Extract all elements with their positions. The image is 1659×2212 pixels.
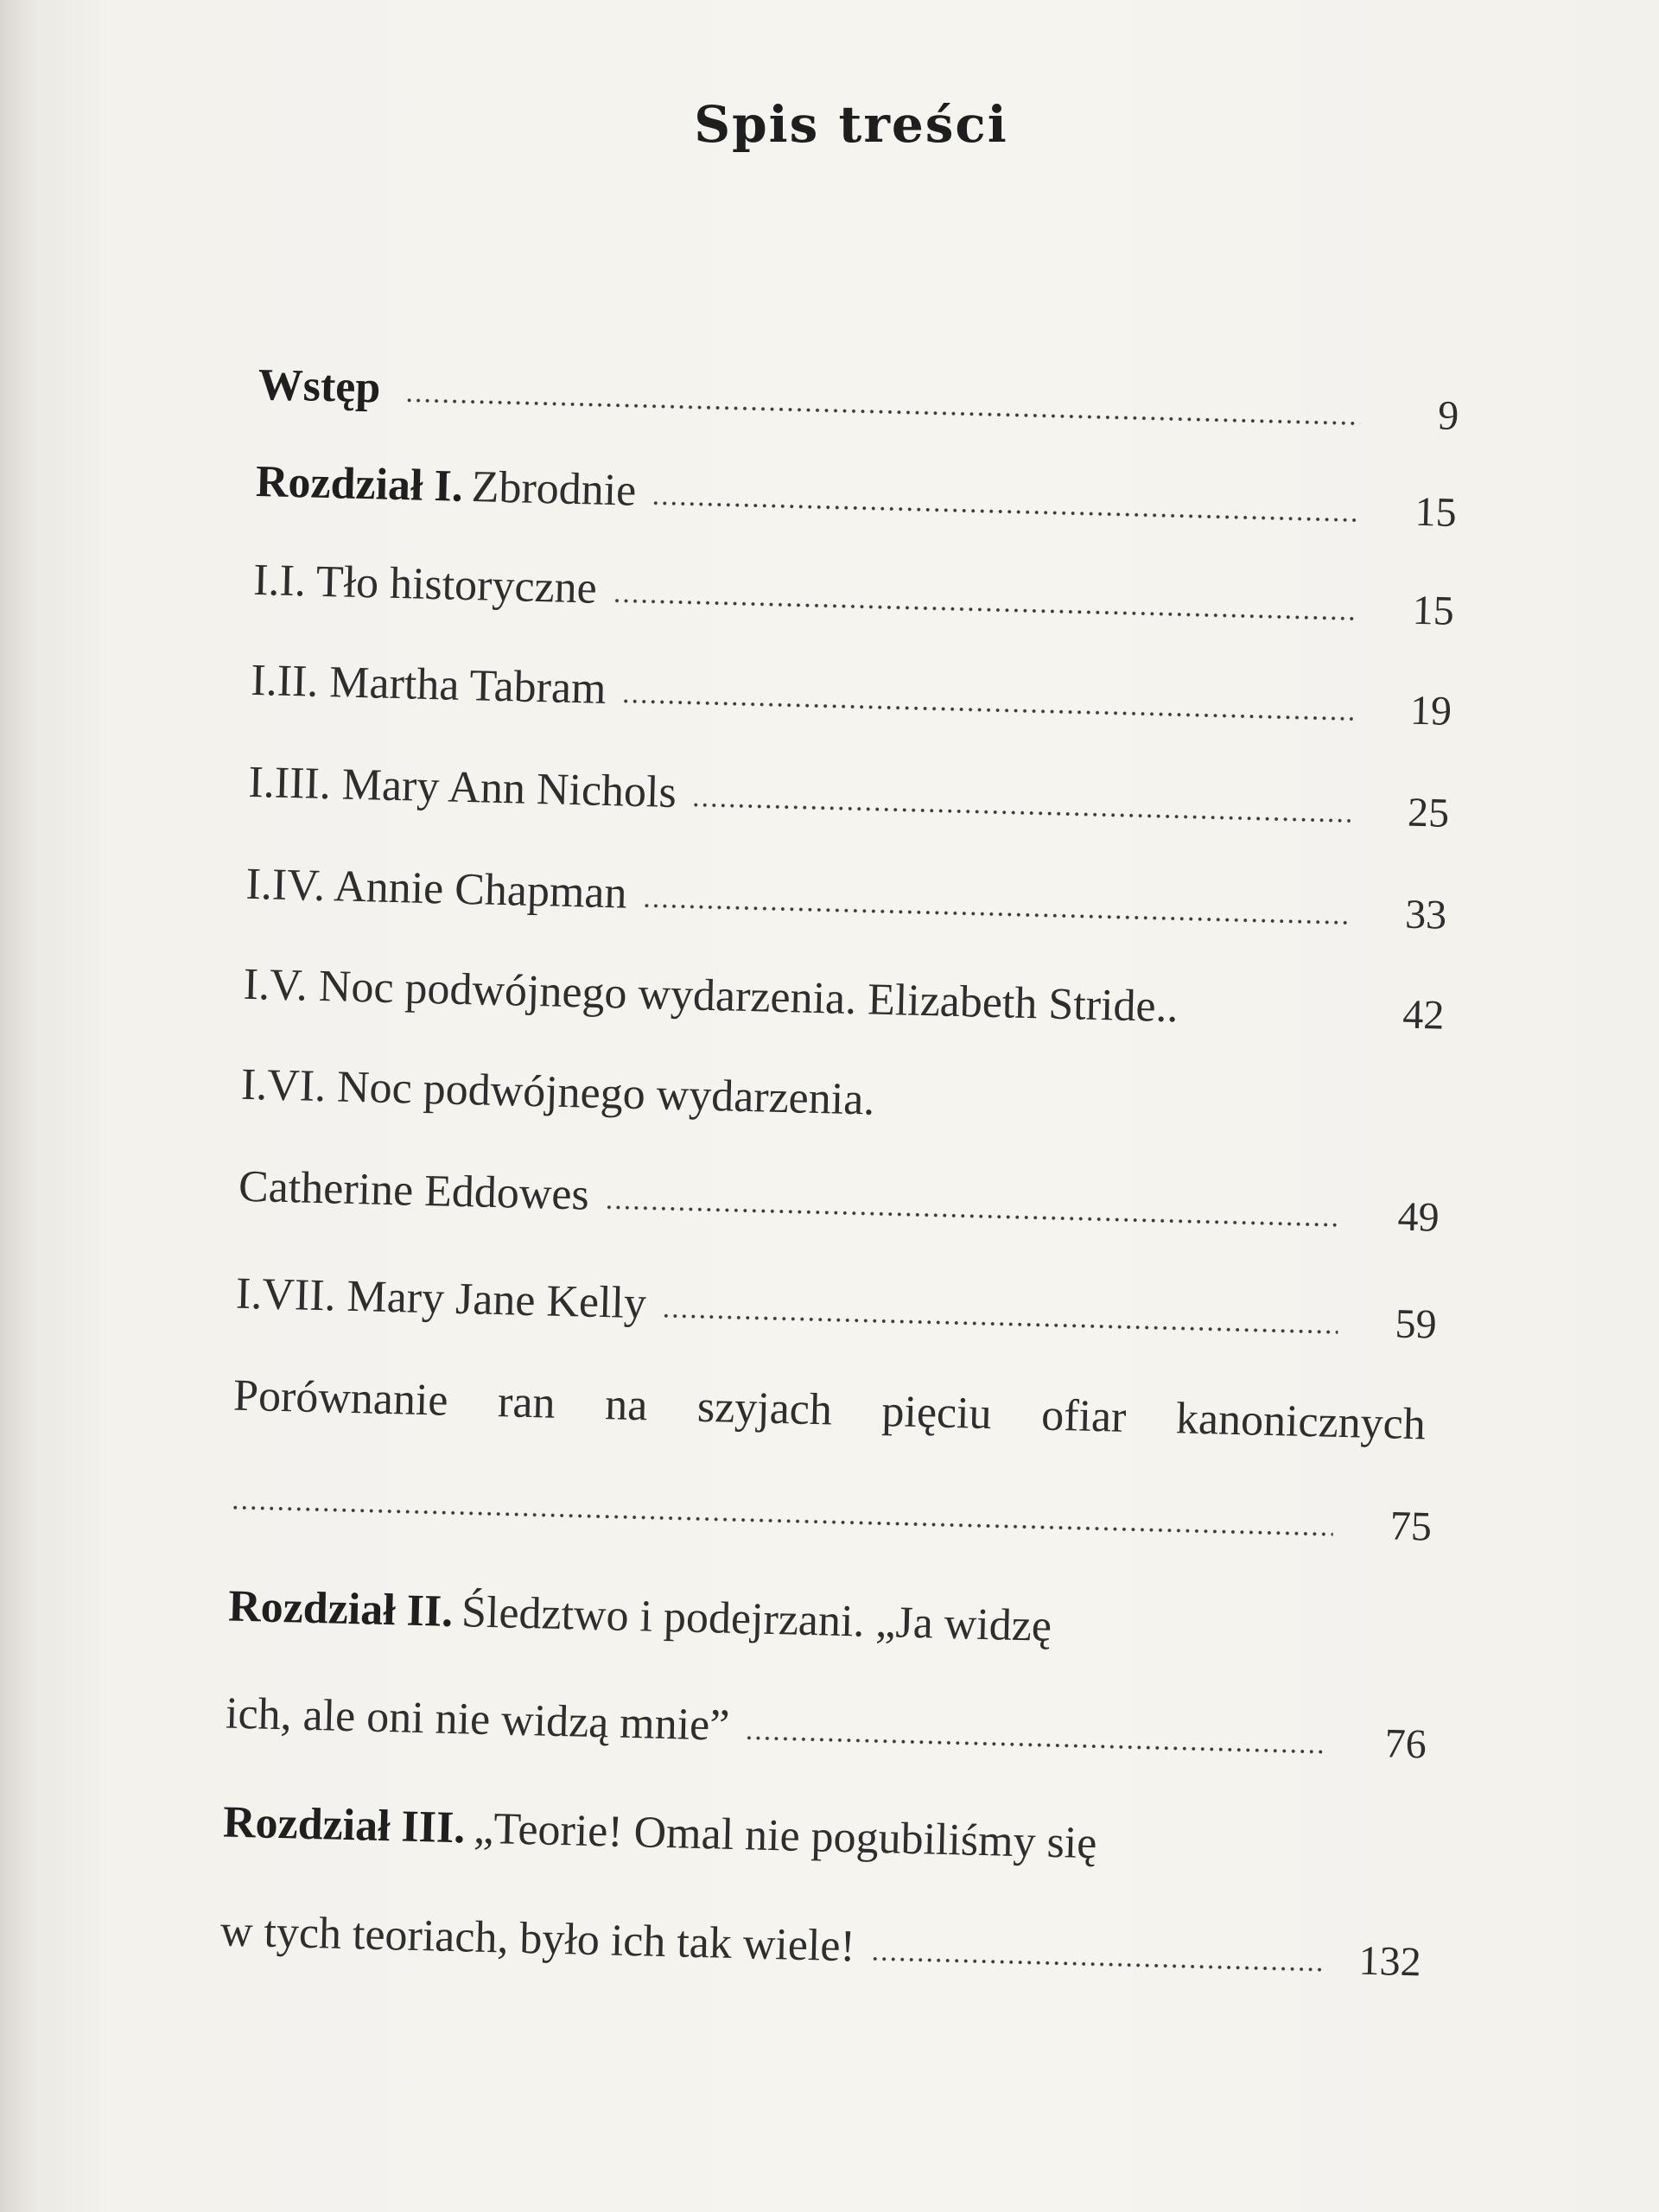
entry-label: Rozdział II. bbox=[227, 1581, 454, 1637]
dot-leader bbox=[745, 1734, 1328, 1755]
toc-entry-rozdzial-2-line2 bbox=[225, 1670, 1427, 1769]
dot-leader bbox=[621, 697, 1353, 722]
entry-title: w tych teoriach, było ich tak wiele! bbox=[219, 1906, 856, 1972]
toc-entry-i-i bbox=[253, 537, 1456, 635]
entry-label: Rozdział III. bbox=[222, 1797, 466, 1853]
page-number: 15 bbox=[1414, 488, 1458, 536]
toc-entry-i-vii bbox=[235, 1250, 1438, 1349]
dot-leader bbox=[404, 397, 1360, 427]
toc-entry-porownanie-line1 bbox=[232, 1352, 1435, 1451]
entry-title: Porównanie ran na szyjach pięciu ofiar kanonicznych bbox=[232, 1370, 1427, 1450]
toc-entry-i-iv bbox=[245, 841, 1448, 939]
entry-title: Śledztwo i podejrzani. „Ja widzę bbox=[461, 1587, 1052, 1651]
toc-entry-i-v bbox=[243, 941, 1446, 1039]
entry-title: Zbrodnie bbox=[471, 462, 637, 516]
entry-title: I.II. Martha Tabram bbox=[250, 655, 607, 714]
page-number: 9 bbox=[1437, 392, 1459, 439]
entry-label: Wstęp bbox=[257, 359, 381, 413]
dot-leader bbox=[662, 1313, 1338, 1336]
dot-leader bbox=[870, 1955, 1322, 1974]
toc-entry-rozdzial-2-line1 bbox=[227, 1563, 1430, 1662]
dot-leader bbox=[652, 499, 1358, 524]
entry-label: Rozdział I. bbox=[255, 456, 464, 512]
entry-title: I.VI. Noc podwójnego wydarzenia. bbox=[240, 1059, 876, 1125]
entry-title: I.V. Noc podwójnego wydarzenia. Elizabeth Stride.. bbox=[243, 959, 1179, 1033]
page-number: 59 bbox=[1394, 1300, 1438, 1348]
page-number: 33 bbox=[1404, 891, 1447, 938]
dot-leader bbox=[604, 1204, 1340, 1229]
toc-entry-i-vi-line1 bbox=[240, 1041, 1443, 1140]
toc-entry-i-ii bbox=[251, 637, 1453, 735]
entry-title: „Teorie! Omal nie pogubiliśmy się bbox=[473, 1803, 1098, 1869]
page-number: 15 bbox=[1412, 587, 1455, 634]
toc-entry-porownanie-line2 bbox=[231, 1452, 1433, 1551]
dot-leader bbox=[642, 902, 1348, 926]
page-number: 76 bbox=[1384, 1720, 1427, 1768]
dot-leader bbox=[691, 801, 1351, 824]
table-of-contents bbox=[219, 341, 1460, 1986]
page-number: 75 bbox=[1389, 1503, 1433, 1550]
entry-title: I.III. Mary Ann Nichols bbox=[247, 757, 677, 817]
entry-title: I.IV. Annie Chapman bbox=[245, 859, 628, 918]
page-number: 132 bbox=[1357, 1937, 1422, 1986]
dot-leader bbox=[231, 1504, 1333, 1538]
toc-entry-rozdzial-3-line1 bbox=[222, 1779, 1425, 1878]
page-number: 25 bbox=[1407, 789, 1450, 836]
page-number: 49 bbox=[1396, 1193, 1440, 1241]
toc-entry-wstep bbox=[257, 341, 1460, 440]
toc-entry-rozdzial-3-line2 bbox=[219, 1887, 1422, 1986]
toc-entry-i-vi-line2 bbox=[238, 1143, 1440, 1242]
dot-leader bbox=[612, 597, 1355, 622]
page-number: 42 bbox=[1402, 991, 1445, 1039]
entry-title: Catherine Eddowes bbox=[238, 1161, 590, 1220]
page-number: 19 bbox=[1409, 687, 1452, 734]
toc-entry-rozdzial-1 bbox=[255, 438, 1458, 537]
entry-title: I.VII. Mary Jane Kelly bbox=[235, 1268, 647, 1329]
entry-title: I.I. Tło historyczne bbox=[252, 555, 598, 613]
page-title: Spis treści bbox=[694, 95, 1008, 154]
toc-entry-i-iii bbox=[248, 739, 1451, 837]
entry-title: ich, ale oni nie widzą mnie” bbox=[225, 1688, 731, 1751]
